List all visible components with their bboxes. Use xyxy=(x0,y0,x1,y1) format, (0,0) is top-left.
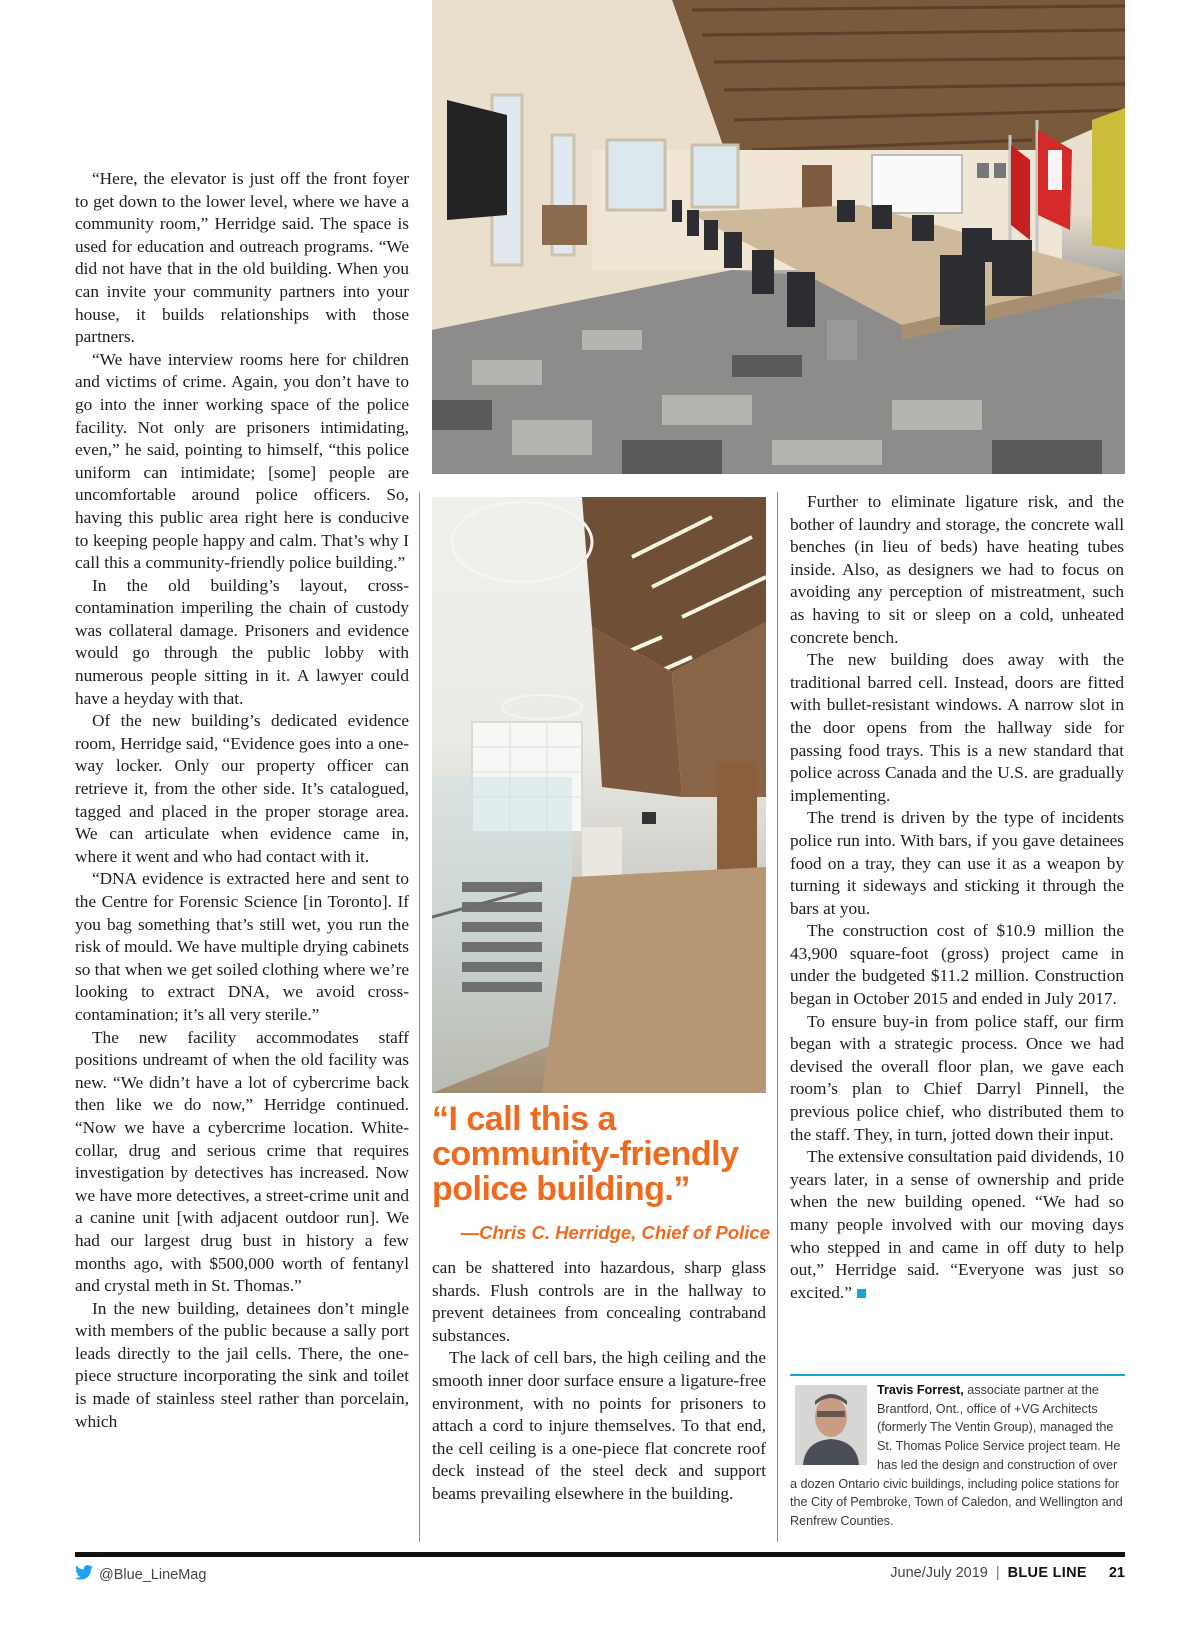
footer-social xyxy=(75,1565,206,1584)
closing-paragraph-text: The extensive consultation paid dividends, 10 years later, in a sense of ownership and pride when the new building opened. “We had so many people involved with our moving days who stepped in and came in off duty to help out,” Herridge said. “Everyone was just so excited.” xyxy=(790,1147,1124,1302)
paragraph: can be shattered into hazardous, sharp glass shards. Flush controls are in the hallway to prevent detainees from concealing contraband substances. xyxy=(432,1258,766,1345)
footer-issue-info xyxy=(890,1565,1125,1581)
paragraph: In the new building, detainees don’t mingle with members of the public because a sally port leads directly to the jail cells. There, the one-piece structure incorporating the sink and toilet is made of stainless steel rather than porcelain, which xyxy=(75,1298,409,1431)
paragraph: The new facility accommodates staff positions undreamt of when the old facility was new. “We didn’t have a lot of cybercrime back then like we do now,” Herridge continued. “Now we have a cybercrime location. White-collar, drug and serious crime that requires investigation by detectives has increased. Now we have more detectives, a street-crime unit and a canine unit [with adjacent outdoor run]. We had our largest drug bust in history a few months ago, with $500,000 worth of fentanyl and crystal meth in St. Thomas.” xyxy=(75,1027,409,1296)
issue-date: June/July 2019 xyxy=(890,1565,988,1581)
footer-separator: | xyxy=(995,1565,1000,1581)
conference-room-illustration xyxy=(432,0,1125,474)
bio-divider xyxy=(790,1374,1125,1376)
article-column-1 xyxy=(75,168,409,1433)
pull-quote-attribution: —Chris C. Herridge, Chief of Police xyxy=(460,1222,770,1243)
twitter-bird-icon xyxy=(75,1565,93,1584)
end-of-article-icon xyxy=(857,1289,866,1298)
author-bio-text: associate partner at the Brantford, Ont., office of +VG Architects (formerly The Ventin Group), managed the St. Thomas Police Service project team. He has led the design and construction of over a dozen Ontario civic buildings, including police stations for the City of Pembroke, Town of Caledon, and Wellington and Renfrew Counties. xyxy=(790,1383,1123,1528)
paragraph: “DNA evidence is extracted here and sent to the Centre for Forensic Science [in Toronto]. If you bag something that’s still wet, you run the risk of mould. We have multiple drying cabinets so that when we get soiled clothing where we’re looking to extract DNA, we avoid cross-contamination; it’s all very sterile.” xyxy=(75,869,409,1024)
headshot-illustration xyxy=(795,1385,867,1465)
paragraph: Further to eliminate ligature risk, and the bother of laundry and storage, the concrete wall benches (in lieu of beds) have heating tubes inside. Also, as designers we had to focus on avoiding any perception of mistreatment, such as having to sit or sleep on a cold, unheated concrete bench. xyxy=(790,492,1124,647)
atrium-stair-photo xyxy=(432,497,766,1093)
paragraph: “Here, the elevator is just off the front foyer to get down to the lower level, where we have a community room,” Herridge said. The space is used for education and outreach programs. “We did not have that in the old building. When you can invite your community partners into your house, it builds relationships with those partners. xyxy=(75,169,409,347)
paragraph: To ensure buy-in from police staff, our firm began with a strategic process. Once we had devised the overall floor plan, we gave each room’s plan to Chief Darryl Pinnell, the previous police chief, who distributed them to the staff. They, in turn, jotted down their input. xyxy=(790,1011,1124,1144)
publication-name: BLUE LINE xyxy=(1007,1565,1087,1581)
paragraph: In the old building’s layout, cross-contamination imperiling the chain of custody was collateral damage. Prisoners and evidence would go through the public lobby with numerous people sitting in it. A lawyer could have a heyday with that. xyxy=(75,575,409,708)
paragraph: The construction cost of $10.9 million the 43,900 square-foot (gross) project came in under the budgeted $11.2 million. Construction began in October 2015 and ended in July 2017. xyxy=(790,921,1124,1009)
paragraph: The lack of cell bars, the high ceiling and the smooth inner door surface ensure a ligature-free environment, with no points for prisoners to attach a cord to injure themselves. To that end, the cell ceiling is a one-piece flat concrete roof deck instead of the steel deck and support beams prevailing elsewhere in the building. xyxy=(432,1348,766,1503)
article-column-3 xyxy=(790,491,1124,1304)
pull-quote: “I call this a community-friendly police building.” xyxy=(432,1100,739,1208)
author-name: Travis Forrest, xyxy=(877,1383,964,1397)
atrium-illustration xyxy=(432,497,766,1093)
paragraph: The new building does away with the traditional barred cell. Instead, doors are fitted with bullet-resistant windows. A narrow slot in the door opens from the hallway side for passing food trays. This is a new standard that police across Canada and the U.S. are gradually implementing. xyxy=(790,650,1124,805)
conference-room-photo xyxy=(432,0,1125,474)
paragraph: The trend is driven by the type of incidents police run into. With bars, if you gave detainees food on a tray, they can use it as a weapon by turning it sideways and sticking it through the bars at you. xyxy=(790,808,1124,918)
column-divider xyxy=(419,492,420,1542)
paragraph: Of the new building’s dedicated evidence room, Herridge said, “Evidence goes into a one-way locker. Only our property officer can retrieve it, from the other side. It’s catalogued, tagged and placed in the proper storage area. We can articulate when evidence came in, where it went and who had contact with it. xyxy=(75,711,409,866)
author-bio xyxy=(790,1381,1125,1531)
footer-rule xyxy=(75,1552,1125,1557)
author-headshot xyxy=(795,1385,867,1465)
column-divider xyxy=(777,492,778,1542)
article-column-2 xyxy=(432,1257,766,1506)
page-number: 21 xyxy=(1108,1565,1125,1581)
paragraph xyxy=(790,1146,1124,1304)
paragraph: “We have interview rooms here for children and victims of crime. Again, you don’t have to go into the inner working space of the police facility. Not only are prisoners intimidating, even,” he said, pointing to himself, “this police uniform can intimidate; [some] people are uncomfortable around police officers. So, having this public area right here is conducive to keeping people happy and calm. That’s why I call this a community-friendly police building.” xyxy=(75,349,409,573)
footer-handle[interactable]: @Blue_LineMag xyxy=(99,1566,207,1583)
